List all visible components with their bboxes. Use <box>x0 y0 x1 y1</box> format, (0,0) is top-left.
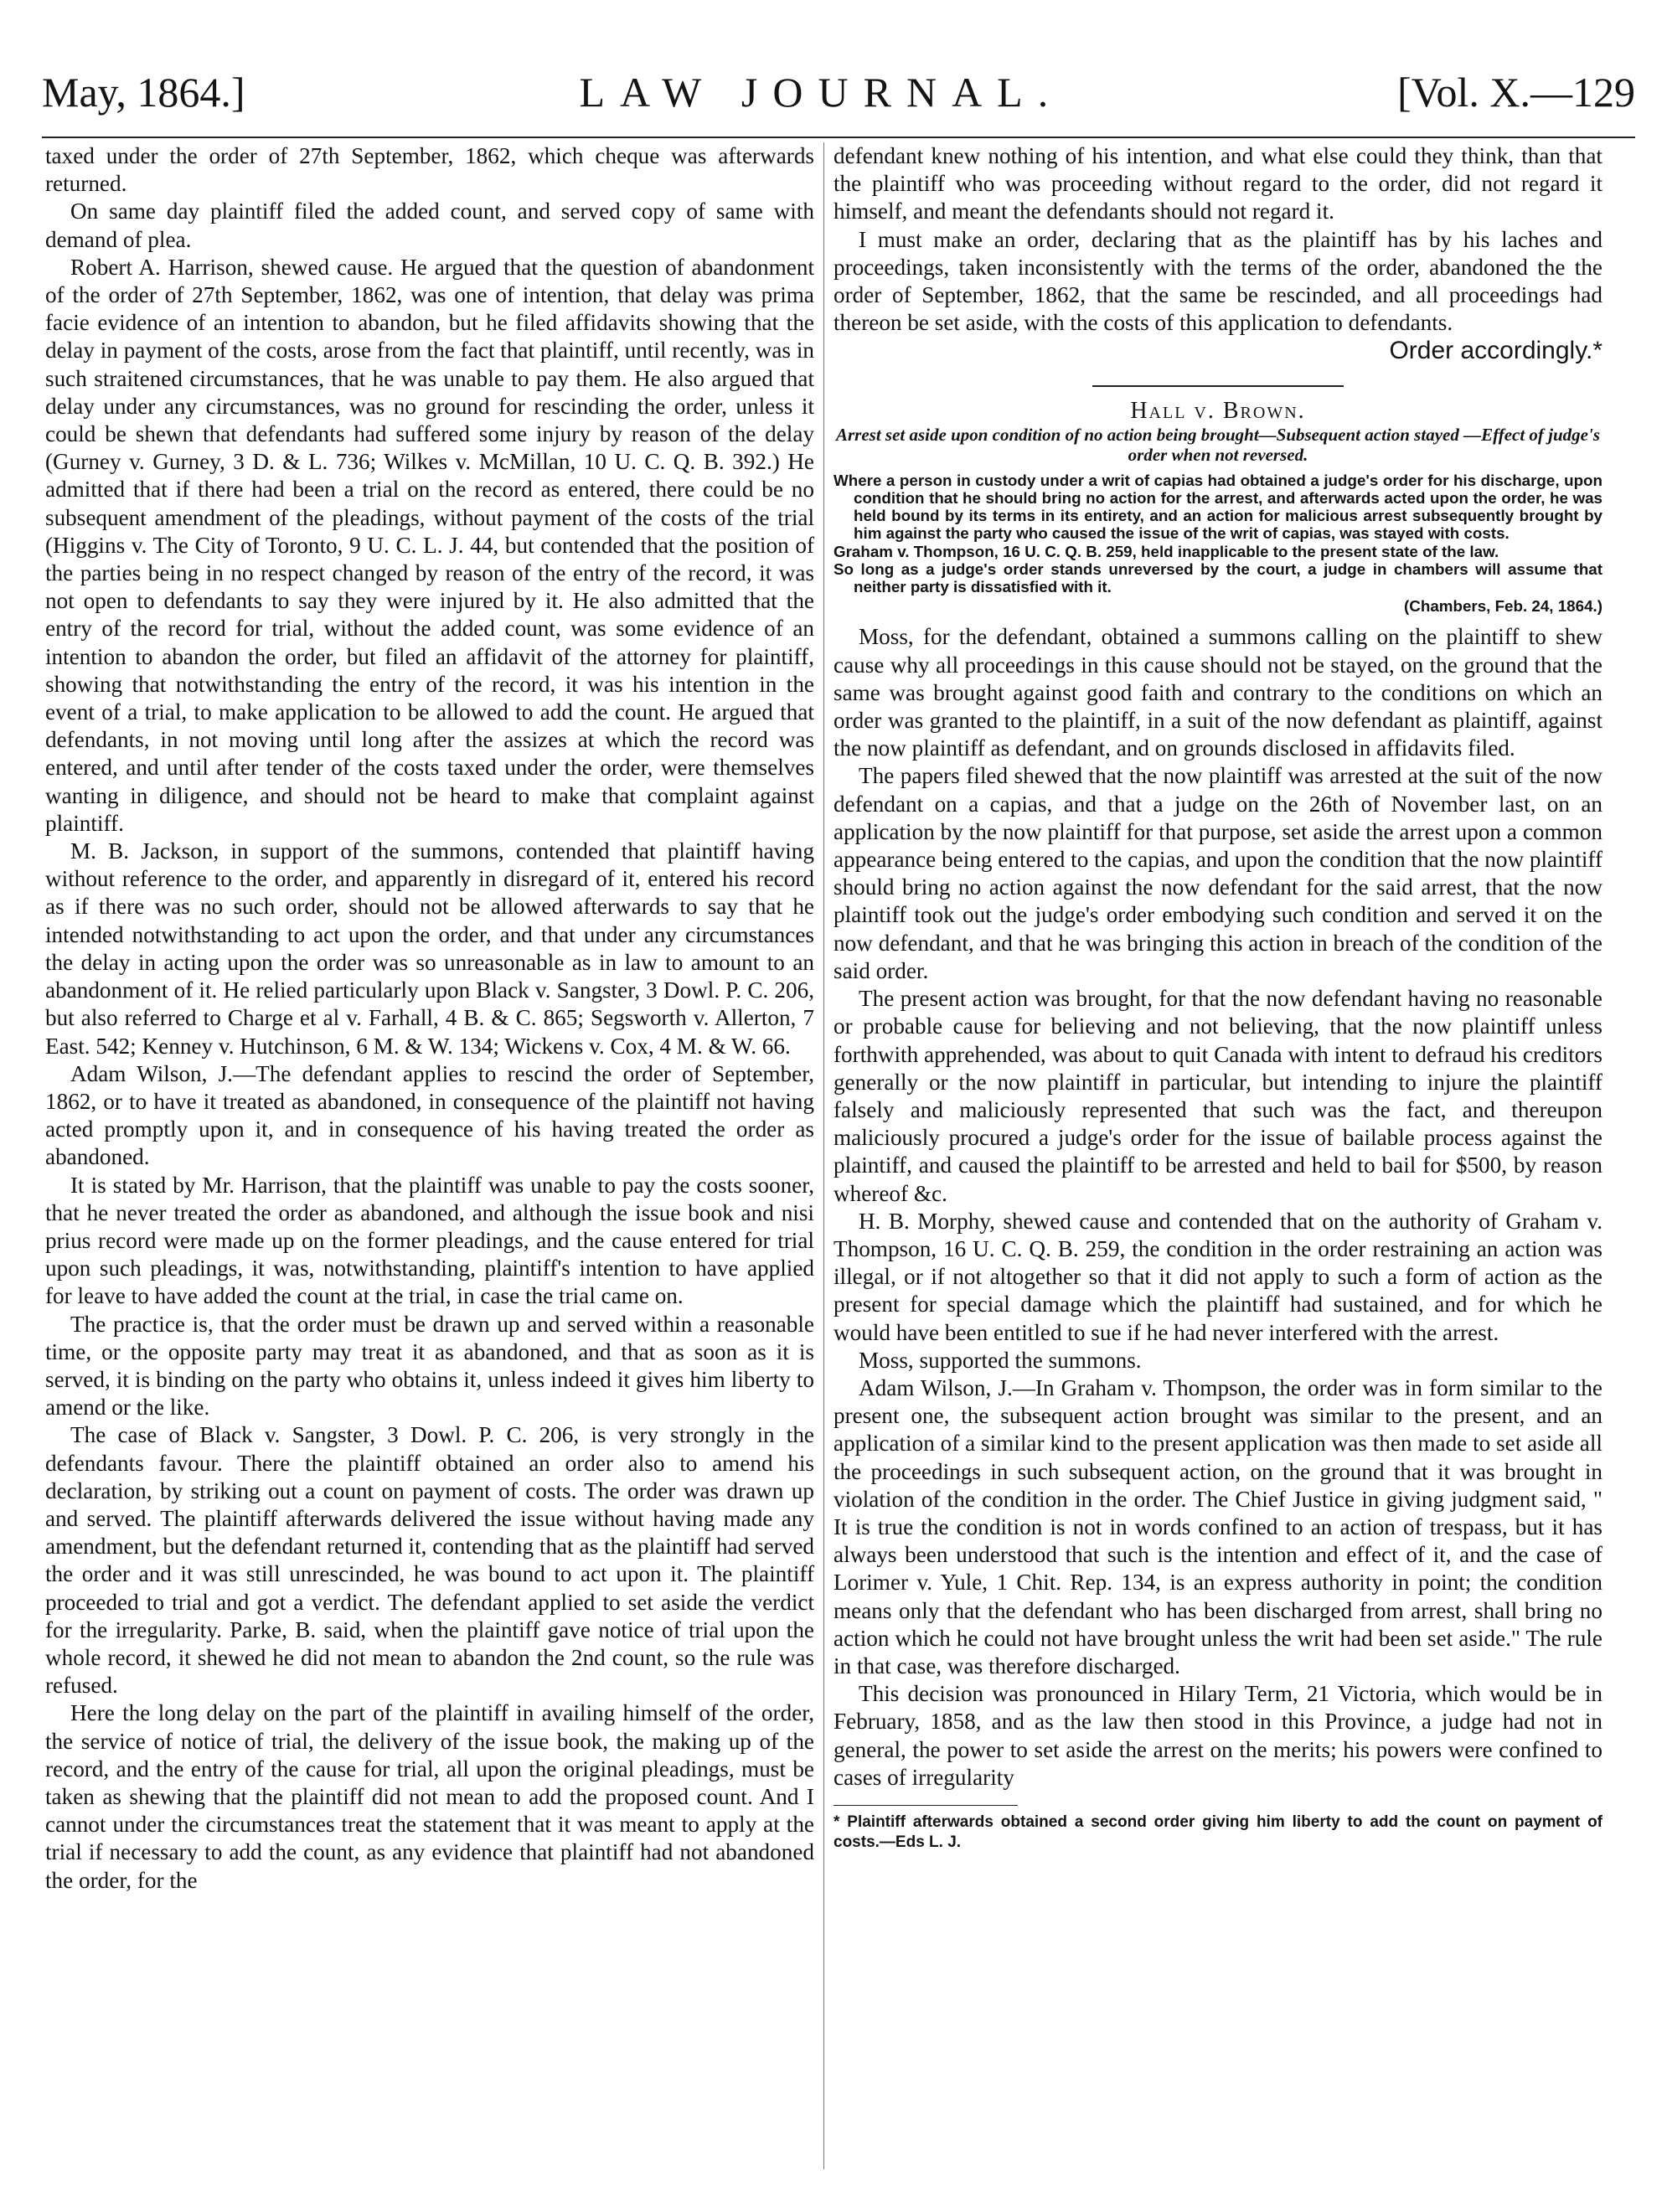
footnote-rule <box>834 1805 1018 1806</box>
header-rule <box>42 137 1635 138</box>
header-volume-page: [Vol. X.—129 <box>1397 69 1635 116</box>
headnote-item: So long as a judge's order stands unreversed by the court, a judge in chambers will assume that neither party is dissatisfied with it. <box>834 559 1602 596</box>
paragraph: Adam Wilson, J.—In Graham v. Thompson, the order was in form similar to the present one, the subsequent action brought was similar to the present, and an application of a similar kind to the present application was then made to set aside all the proceedings in such subsequent action, on the ground that it was brought in violation of the condition in the order. The Chief Justice in giving judgment said, " It is true the condition is not in words confined to an action of trespass, but it has always been understood that such is the intention and effect of it, and the case of Lorimer v. Yule, 1 Chit. Rep. 134, is an express authority in point; the condition means only that the defendant who has been discharged from arrest, shall bring no action which he could not have brought unless the writ had been set aside." The rule in that case, was therefore discharged. <box>834 1374 1602 1678</box>
paragraph: The practice is, that the order must be drawn up and served within a reasonable time, or the opposite party may treat it as abandoned, and that as soon as it is served, it is binding on the party who obtains it, unless indeed it gives him liberty to amend or the like. <box>45 1311 814 1421</box>
paragraph: The papers filed shewed that the now plaintiff was arrested at the suit of the now defendant on a capias, and that a judge on the 26th of November last, on an application by the now plaintiff for that purpose, set aside the arrest upon a common appearance being entered to the capias, and upon the condition that the now plaintiff should bring no action against the now defendant for the said arrest, that the now plaintiff took out the judge's order embodying such condition and served it on the now defendant, and that he was bringing this action in breach of the condition of the said order. <box>834 763 1602 983</box>
paragraph: defendant knew nothing of his intention, and what else could they think, than that the plaintiff who was proceeding without regard to the order, did not regard it himself, and meant the defendants should not regard it. <box>834 143 1602 224</box>
paragraph: I must make an order, declaring that as the plaintiff has by his laches and proceedings, taken inconsistently with the terms of the order, abandoned the the order of September, 1862, that the same be rescinded, and all proceedings had thereon be set aside, with the costs of this application to defendants. <box>834 226 1602 336</box>
right-column <box>834 142 1602 1853</box>
paragraph: Moss, supported the summons. <box>859 1347 1142 1373</box>
paragraph: Here the long delay on the part of the plaintiff in availing himself of the order, the service of notice of trial, the delivery of the issue book, the making up of the record, and the entry of the cause for trial, all upon the original pleadings, must be taken as shewing that the plaintiff did not mean to add the proposed count. And I cannot under the circumstances treat the statement that it was meant to apply at the trial if necessary to add the count, as any evidence that plaintiff had not abandoned the order, for the <box>45 1700 814 1893</box>
case-title: Hall v. Brown. <box>1130 397 1306 424</box>
paragraph: Robert A. Harrison, shewed cause. He argued that the question of abandonment of the order of 27th September, 1862, was one of intention, that delay was prima facie evidence of an intention to abandon, but he filed affidavits showing that the delay in payment of the costs, arose from the fact that plaintiff, until recently, was in such straitened circumstances, that he was unable to pay them. He also argued that delay under any circumstances, was no ground for rescinding the order, unless it could be shewn that defendants had suffered some injury by reason of the delay (Gurney v. Gurney, 3 D. & L. 736; Wilkes v. McMillan, 10 U. C. Q. B. 392.) He admitted that if there had been a trial on the record as entered, there could be no subsequent amendment of the pleadings, without payment of the costs of the trial (Higgins v. The City of Toronto, 9 U. C. L. J. 44, but contended that the position of the parties being in no respect changed by reason of the entry of the record, it was not open to defendants to say they were injured by it. He also admitted that the entry of the record for trial, without the added count, was some evidence of an intention to abandon the order, but filed an affidavit of the attorney for plaintiff, showing that notwithstanding the entry of the record, it was his intention in the event of a trial, to make application to be allowed to add the count. He argued that defendants, in not moving until long after the assizes at which the record was entered, and until after tender of the costs taxed under the order, were themselves wanting in diligence, and should not be heard to make that complaint against plaintiff. <box>45 254 814 836</box>
left-column <box>45 142 814 1895</box>
headnote-item: Where a person in custody under a writ of capias had obtained a judge's order for his discharge, upon condition that he should bring no action for the arrest, and afterwards acted upon the order, he was held bound by its terms in its entirety, and an action for malicious arrest subsequently brought by him against the party who caused the issue of the writ of capias, was stayed with costs. <box>834 471 1602 543</box>
headnote-date: (Chambers, Feb. 24, 1864.) <box>1404 597 1602 616</box>
paragraph: It is stated by Mr. Harrison, that the plaintiff was unable to pay the costs sooner, that he never treated the order as abandoned, and although the issue book and nisi prius record were made up on the former pleadings, and the cause entered for trial upon such pleadings, it was, notwithstanding, plaintiff's intention to have applied for leave to have added the count at the trial, in case the trial came on. <box>45 1172 814 1309</box>
paragraph: M. B. Jackson, in support of the summons, contended that plaintiff having without reference to the order, and apparently in disregard of it, entered his record as if there was no such order, should not be allowed afterwards to say that he intended notwithstanding to act upon the order, and that under any circumstances the delay in acting upon the order was so unreasonable as in law to amount to an abandonment of it. He relied particularly upon Black v. Sangster, 3 Dowl. P. C. 206, but also referred to Charge et al v. Farhall, 4 B. & C. 865; Segsworth v. Allerton, 7 East. 542; Kenney v. Hutchinson, 6 M. & W. 134; Wickens v. Cox, 4 M. & W. 66. <box>45 838 814 1059</box>
section-rule <box>1092 385 1344 387</box>
paragraph: This decision was pronounced in Hilary Term, 21 Victoria, which would be in February, 1858, and as the law then stood in this Province, a judge had not in general, the power to set aside the arrest on the merits; his powers were confined to cases of irregularity <box>834 1681 1602 1790</box>
header-journal-title: LAW JOURNAL. <box>579 69 1064 116</box>
paragraph: H. B. Morphy, shewed cause and contended that on the authority of Graham v. Thompson, 16 U. C. Q. B. 259, the condition in the order restraining an action was illegal, or if not altogether so that it did not apply to such a form of action as the present for special damage which the plaintiff had sustained, and for which he would have been entitled to sue if he had never interfered with the arrest. <box>834 1208 1602 1345</box>
headnote <box>834 472 1602 616</box>
paragraph: Moss, for the defendant, obtained a summons calling on the plaintiff to shew cause why all proceedings in this cause should not be stayed, on the ground that the same was brought against good faith and contrary to the conditions on which an order was granted to the plaintiff, in a suit of the now defendant as plaintiff, against the now plaintiff as defendant, and on grounds disclosed in affidavits filed. <box>834 624 1602 761</box>
paragraph: taxed under the order of 27th September, 1862, which cheque was afterwards returned. <box>45 143 814 197</box>
header-date: May, 1864.] <box>42 69 245 116</box>
headnote-item: Graham v. Thompson, 16 U. C. Q. B. 259, held inapplicable to the present state of the law. <box>834 542 1499 560</box>
paragraph: On same day plaintiff filed the added count, and served copy of same with demand of plea. <box>45 199 814 252</box>
column-divider <box>823 142 824 2169</box>
footnote: * Plaintiff afterwards obtained a second order giving him liberty to add the count on payment of costs.—Eds L. J. <box>834 1812 1602 1851</box>
paragraph: Adam Wilson, J.—The defendant applies to rescind the order of September, 1862, or to have it treated as abandoned, in consequence of the plaintiff not having acted promptly upon it, and in consequence of his having treated the order as abandoned. <box>45 1060 814 1170</box>
order-accordingly: Order accordingly.* <box>1389 337 1602 365</box>
paragraph: The present action was brought, for that the now defendant having no reasonable or probable cause for believing and not believing, that the now plaintiff unless forthwith apprehended, was about to quit Canada with intent to defraud his creditors generally or the now plaintiff in particular, but intending to injure the plaintiff falsely and maliciously represented that such was the fact, and thereupon maliciously procured a judge's order for the issue of bailable process against the plaintiff, and caused the plaintiff to be arrested and held to bail for $500, by reason whereof &c. <box>834 986 1602 1206</box>
paragraph: The case of Black v. Sangster, 3 Dowl. P. C. 206, is very strongly in the defendants favour. There the plaintiff obtained an order also to amend his declaration, by striking out a count on payment of costs. The order was drawn up and served. The plaintiff afterwards delivered the issue without having made any amendment, but the defendant returned it, contending that as the plaintiff had served the order and it was still unrescinded, he was bound to act upon it. The plaintiff proceeded to trial and got a verdict. The defendant applied to set aside the verdict for the irregularity. Parke, B. said, when the plaintiff gave notice of trial upon the whole record, it shewed he did not mean to abandon the 2nd count, so the rule was refused. <box>45 1422 814 1699</box>
case-subtitle: Arrest set aside upon condition of no action being brought—Subsequent action stayed —Effect of judge's order when not reversed. <box>835 424 1601 465</box>
running-header <box>42 59 1635 126</box>
